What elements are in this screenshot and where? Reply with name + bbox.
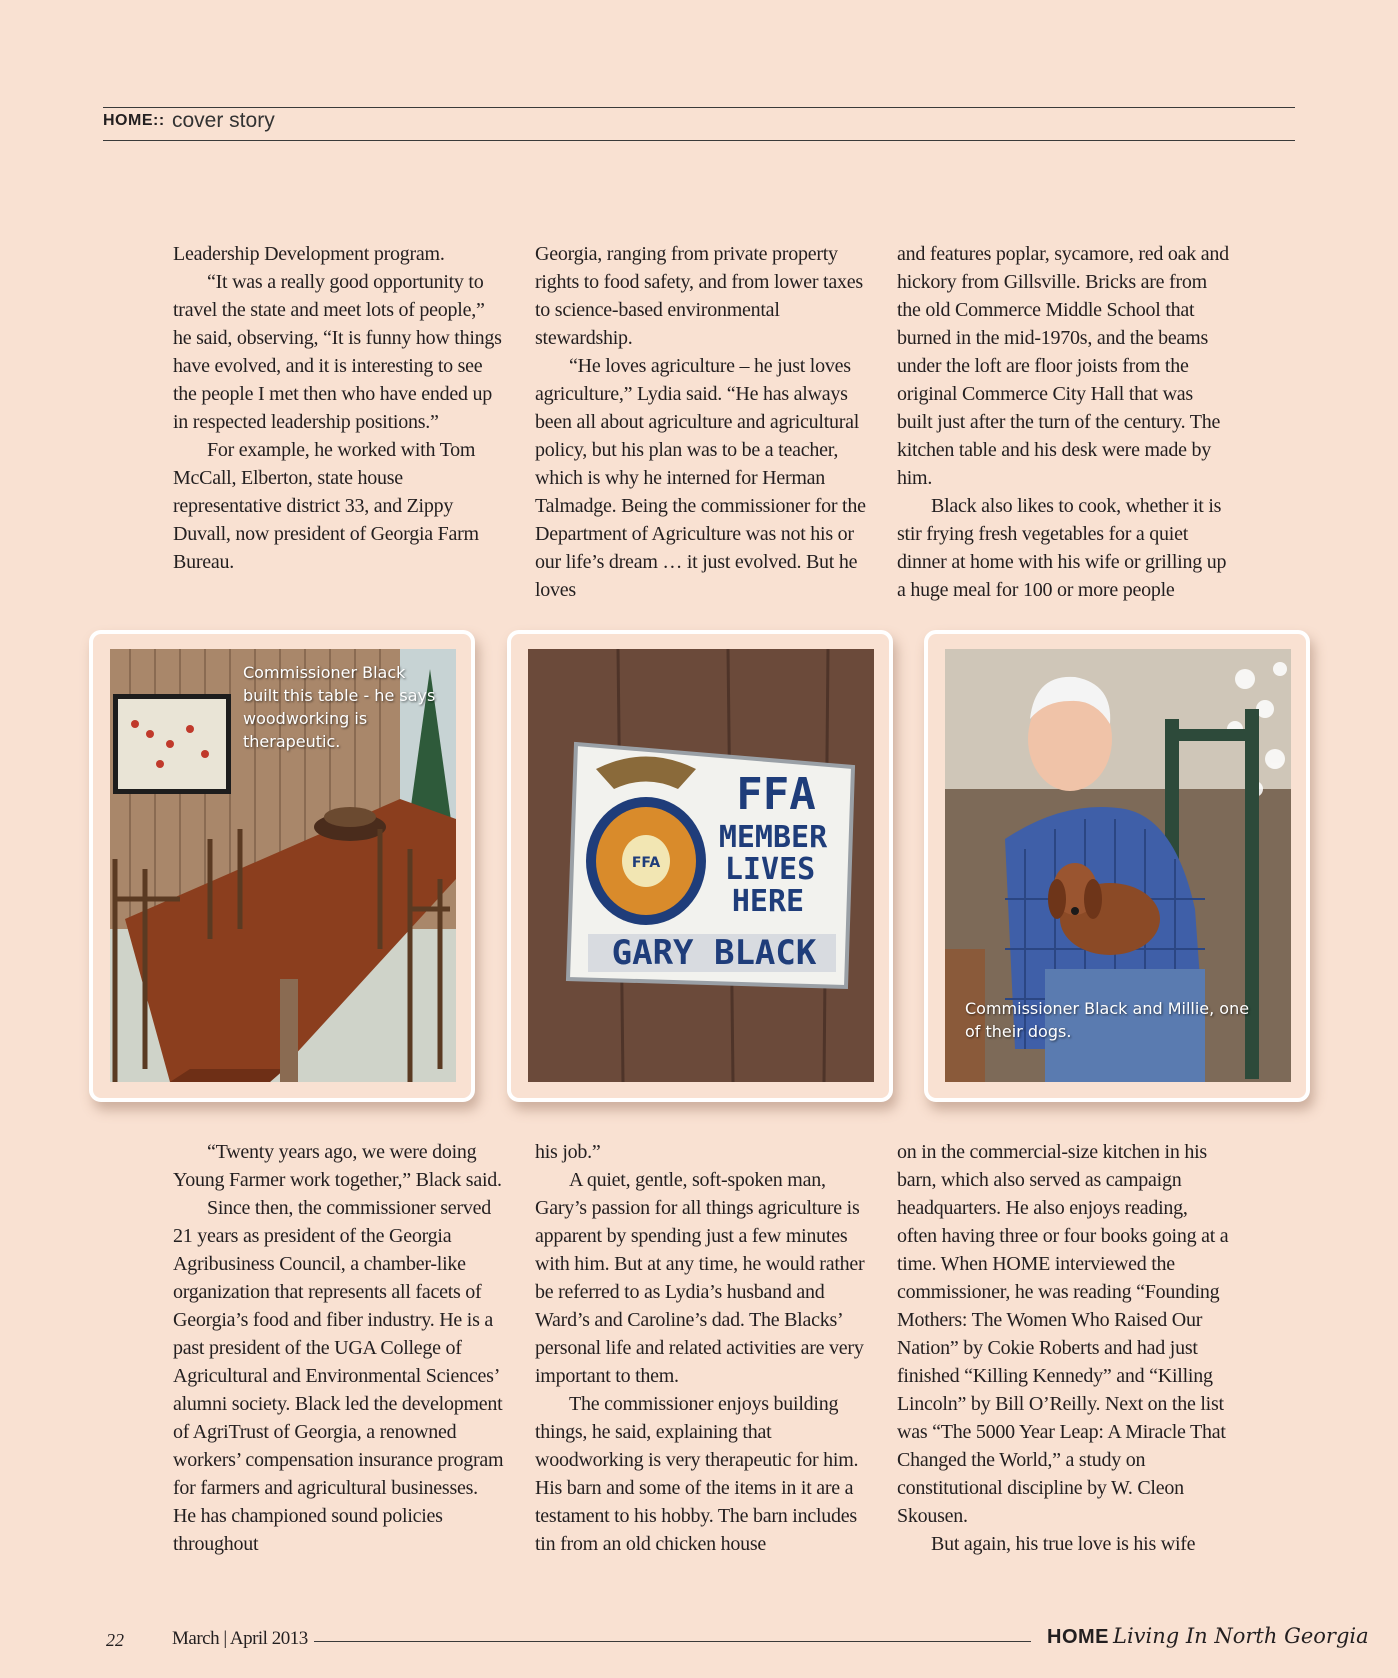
sign-line-2: LIVES (724, 852, 816, 887)
photo-frame-table (89, 630, 475, 1102)
issue-date: March | April 2013 (172, 1628, 308, 1649)
paragraph: “He loves agriculture – he just loves agriculture,” Lydia said. “He has always been all about agriculture and agricultural policy, but his plan was to be a teacher, which is why he interned for Herman Talmadge. Being the commissioner for the Department of Agriculture was not his or our life’s dream … it just evolved. But he loves (535, 355, 866, 601)
page-number: 22 (106, 1630, 124, 1650)
paragraph: Leadership Development program. (173, 243, 445, 265)
paragraph: The commissioner enjoys building things, he said, explaining that woodworking is very therapeutic for him. His barn and some of the items in it are a testament to his hobby. The barn includes tin from an old chicken house (535, 1393, 859, 1555)
ffa-emblem-center: FFA (631, 855, 661, 871)
text-column-top-3 (897, 240, 1229, 604)
text-column-top-2 (535, 240, 867, 604)
paragraph: “It was a really good opportunity to travel the state and meet lots of people,” he said, observing, “It is funny how things have evolved, and it is interesting to see the people I met then who have ended up in respected leadership positions.” (173, 271, 502, 433)
paragraph: A quiet, gentle, soft-spoken man, Gary’s passion for all things agriculture is apparent by spending just a few minutes with him. But at any time, he would rather be referred to as Lydia’s husband and Ward’s and Caroline’s dad. The Blacks’ personal life and related activities are very important to them. (535, 1169, 865, 1387)
ffa-sign-photo (528, 649, 874, 1082)
paragraph: “Twenty years ago, we were doing Young Farmer work together,” Black said. (173, 1141, 502, 1191)
magazine-brand (1047, 1624, 1369, 1649)
header-section: cover story (172, 109, 275, 132)
paragraph: on in the commercial-size kitchen in his barn, which also served as campaign headquarters. He also enjoys reading, often having three or four books going at a time. When HOME interviewed the commissioner, he was reading “Founding Mothers: The Women Who Raised Our Nation” by Cokie Roberts and had just finished “Killing Kennedy” and “Killing Lincoln” by Bill O’Reilly. Next on the list was “The 5000 Year Leap: A Miracle That Changed the World,” a study on constitutional discipline by W. Cleon Skousen. (897, 1141, 1229, 1527)
paragraph: his job.” (535, 1141, 601, 1163)
text-column-bottom-3 (897, 1138, 1229, 1558)
magazine-name: HOME (1047, 1626, 1109, 1648)
sign-line-3: HERE (731, 884, 805, 919)
table-caption: Commissioner Black built this table - he says woodworking is therapeutic. (243, 663, 436, 751)
text-column-top-1 (173, 240, 505, 576)
text-column-bottom-2 (535, 1138, 867, 1558)
section-header (103, 107, 1295, 141)
sign-name: GARY BLACK (611, 933, 817, 973)
paragraph: For example, he worked with Tom McCall, Elberton, state house representative district 33, and Zippy Duvall, now president of Georgia Farm Bureau. (173, 439, 479, 573)
sign-line-1: MEMBER (718, 820, 828, 855)
magazine-tagline: Living In North Georgia (1113, 1624, 1369, 1648)
dog-caption: Commissioner Black and Millie, one of their dogs. (965, 999, 1250, 1041)
footer-rule (314, 1641, 1031, 1642)
paragraph: Georgia, ranging from private property rights to food safety, and from lower taxes to science-based environmental stewardship. (535, 243, 863, 349)
paragraph: But again, his true love is his wife (931, 1533, 1196, 1555)
photo-frame-dog (924, 630, 1310, 1102)
header-brand: HOME:: (103, 112, 165, 129)
text-column-bottom-1 (173, 1138, 505, 1558)
sign-title: FFA (736, 769, 816, 820)
paragraph: Since then, the commissioner served 21 years as president of the Georgia Agribusiness Council, a chamber-like organization that represents all facets of Georgia’s food and fiber industry. He is a past president of the UGA College of Agricultural and Environmental Sciences’ alumni society. Black led the development of AgriTrust of Georgia, a renowned workers’ compensation insurance program for farmers and agricultural businesses. He has championed sound policies throughout (173, 1197, 504, 1555)
photo-frame-sign (507, 630, 893, 1102)
paragraph: Black also likes to cook, whether it is stir frying fresh vegetables for a quiet dinner at home with his wife or grilling up a huge meal for 100 or more people (897, 495, 1227, 601)
paragraph: and features poplar, sycamore, red oak and hickory from Gillsville. Bricks are from the old Commerce Middle School that burned in the mid-1970s, and the beams under the loft are floor joists from the original Commerce City Hall that was built just after the turn of the century. The kitchen table and his desk were made by him. (897, 243, 1229, 489)
